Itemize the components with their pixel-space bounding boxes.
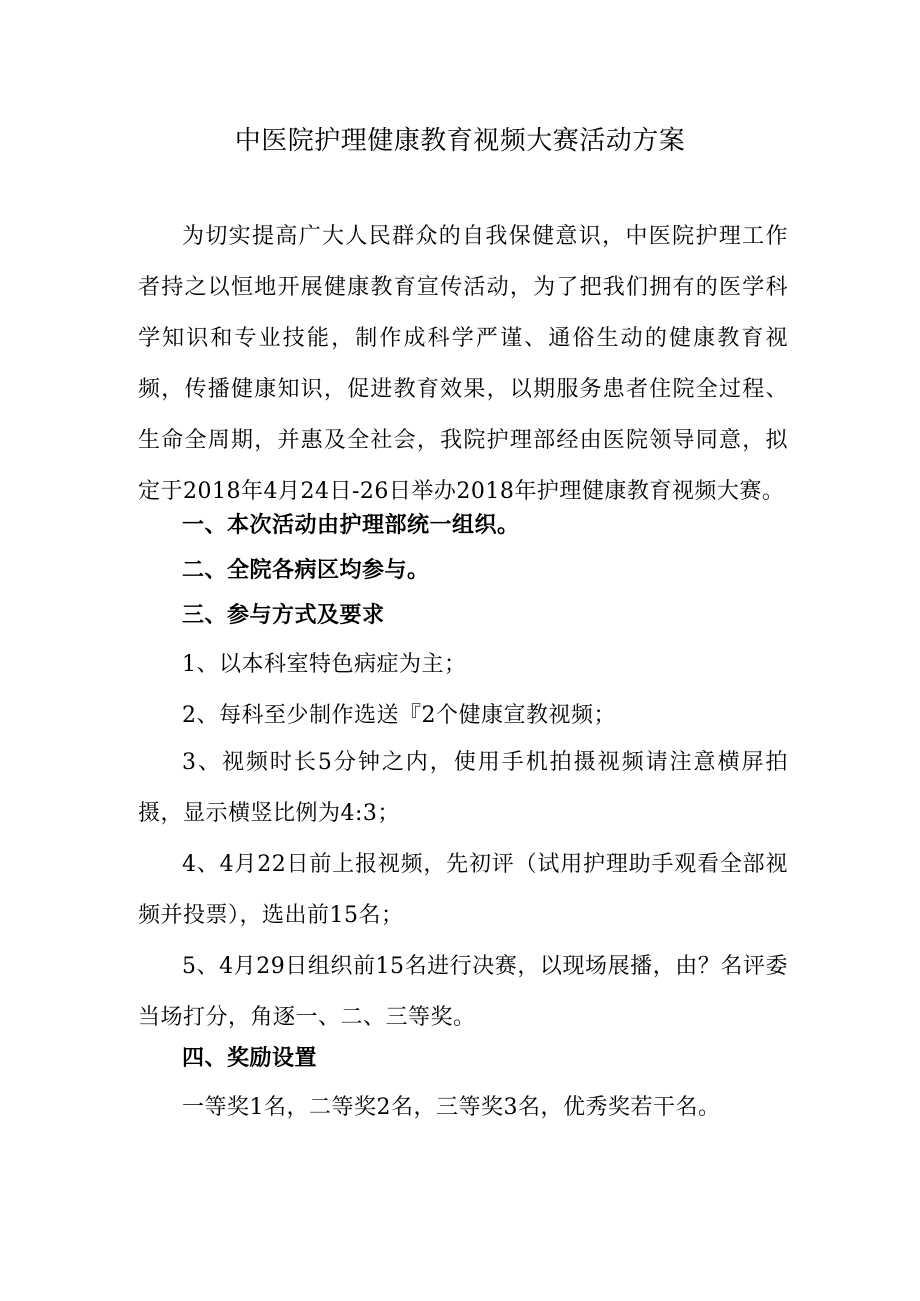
intro-paragraph: 为切实提高广大人民群众的自我保健意识，中医院护理工作者持之以恒地开展健康教育宣传活动，为了把我们拥有的医学科学知识和专业技能，制作成科学严谨、通俗生动的健康教育视频，传播健康知识，促进教育效果，以期服务患者住院全过程、生命全周期，并惠及全社会，我院护理部经由医院领导同意，拟定于2018年4月24日-26日举办2018年护理健康教育视频大赛。 xyxy=(138,224,788,504)
requirement-item-5: 5、4月29日组织前15名进行决赛，以现场展播，由？名评委当场打分，角逐一、二、三等奖。 xyxy=(138,954,788,1030)
section-heading-2: 二、全院各病区均参与。 xyxy=(182,558,430,583)
section-heading-3: 三、参与方式及要求 xyxy=(182,603,385,628)
requirement-item-4: 4、4月22日前上报视频，先初评（试用护理助手观看全部视频并投票），选出前15名； xyxy=(138,852,788,928)
requirement-item-1: 1、以本科室特色病症为主； xyxy=(182,652,467,677)
requirement-item-3: 3、视频时长5分钟之内，使用手机拍摄视频请注意横屏拍摄，显示横竖比例为4:3； xyxy=(138,750,788,826)
section-heading-4: 四、奖励设置 xyxy=(182,1046,318,1071)
section-heading-1: 一、本次活动由护理部统一组织。 xyxy=(182,513,520,538)
requirement-item-2: 2、每科至少制作选送『2个健康宣教视频； xyxy=(182,703,616,728)
awards-text: 一等奖1名，二等奖2名，三等奖3名，优秀奖若干名。 xyxy=(182,1095,721,1120)
document-title: 中医院护理健康教育视频大赛活动方案 xyxy=(234,126,686,156)
